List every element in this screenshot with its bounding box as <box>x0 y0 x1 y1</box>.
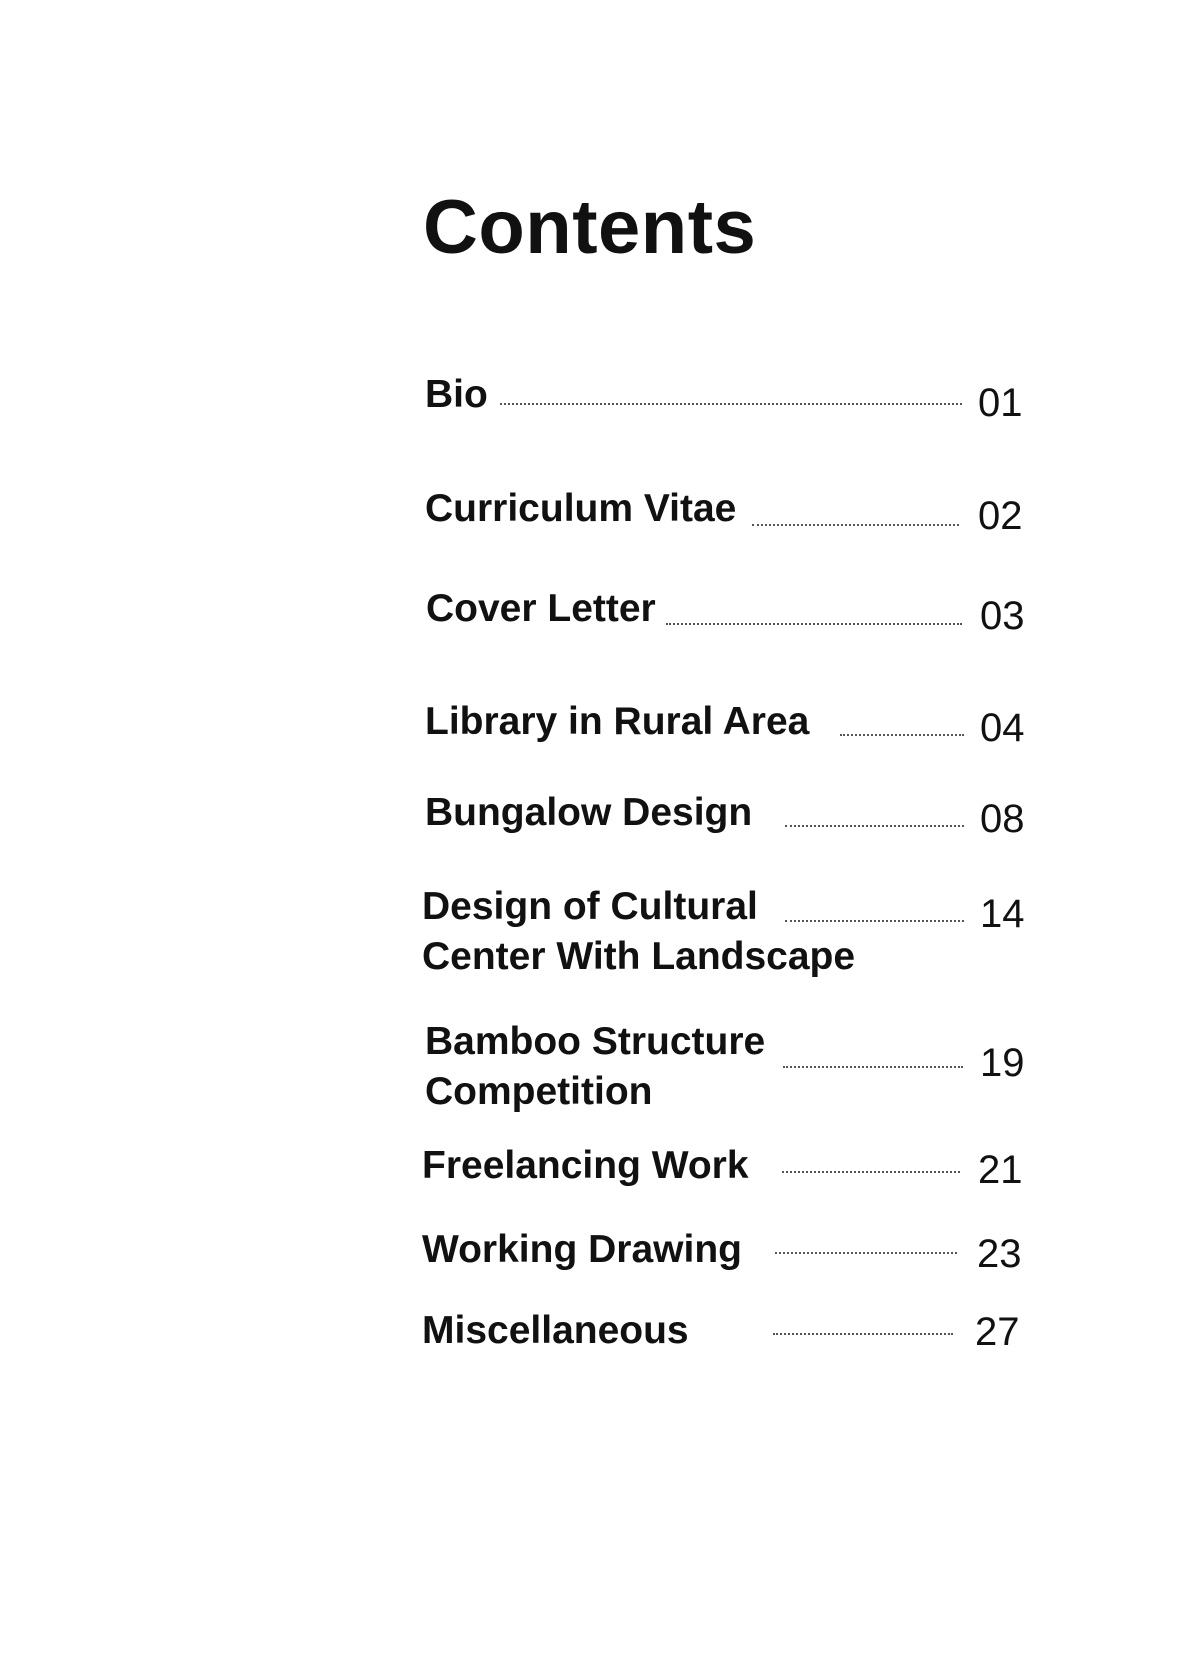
toc-entry-bio <box>0 370 1177 470</box>
toc-entry-label-line: Design of Cultural <box>422 885 758 928</box>
toc-entry-label <box>422 1141 749 1191</box>
toc-entry-label-line: Center With Landscape <box>422 935 856 978</box>
toc-leader-dots <box>785 825 964 827</box>
toc-leader-dots <box>752 524 959 526</box>
toc-entry-label <box>425 370 488 420</box>
toc-page-number: 14 <box>980 892 1025 936</box>
toc-entry-label-line: Competition <box>425 1070 653 1113</box>
toc-leader-dots <box>783 1066 963 1068</box>
toc-page-number: 21 <box>978 1148 1023 1192</box>
toc-leader-dots <box>773 1333 953 1335</box>
toc-entry-bungalow-design <box>0 788 1177 888</box>
toc-entry-label <box>422 1306 689 1356</box>
toc-entry-label-line: Cover Letter <box>426 587 656 630</box>
toc-entry-label-line: Bamboo Structure <box>425 1020 766 1063</box>
toc-entry-bamboo-structure-competition <box>0 1017 1177 1117</box>
toc-entry-label-line: Curriculum Vitae <box>425 487 737 530</box>
toc-leader-dots <box>785 920 964 922</box>
toc-entry-label <box>425 788 752 838</box>
toc-entry-design-of-cultural-center <box>0 882 1177 982</box>
toc-entry-library-in-rural-area <box>0 697 1177 797</box>
toc-leader-dots <box>840 734 964 736</box>
toc-entry-label-line: Bungalow Design <box>425 791 753 834</box>
toc-entry-cover-letter <box>0 584 1177 684</box>
toc-page-number: 01 <box>978 381 1023 425</box>
toc-entry-label <box>422 1225 742 1275</box>
toc-leader-dots <box>500 403 962 405</box>
toc-page-number: 23 <box>977 1232 1022 1276</box>
toc-page-number: 04 <box>980 706 1025 750</box>
toc-entry-label <box>422 882 855 982</box>
toc-entry-label-line: Library in Rural Area <box>425 700 810 743</box>
page-title: Contents <box>423 185 757 270</box>
toc-entry-label <box>425 1017 765 1117</box>
toc-entry-label-line: Miscellaneous <box>422 1309 689 1352</box>
toc-entry-miscellaneous <box>0 1306 1177 1406</box>
toc-entry-curriculum-vitae <box>0 484 1177 584</box>
toc-entry-label <box>426 584 656 634</box>
toc-page-number: 02 <box>978 494 1023 538</box>
toc-entry-label <box>425 484 736 534</box>
toc-page-number: 19 <box>980 1041 1025 1085</box>
toc-leader-dots <box>782 1171 960 1173</box>
toc-page-number: 27 <box>975 1310 1020 1354</box>
toc-entry-label-line: Freelancing Work <box>422 1144 749 1187</box>
toc-entry-label <box>425 697 809 747</box>
toc-leader-dots <box>775 1252 957 1254</box>
toc-entry-label-line: Working Drawing <box>422 1228 742 1271</box>
toc-entry-label-line: Bio <box>425 373 488 416</box>
toc-page-number: 08 <box>980 797 1025 841</box>
toc-leader-dots <box>666 623 962 625</box>
toc-page-number: 03 <box>980 594 1025 638</box>
